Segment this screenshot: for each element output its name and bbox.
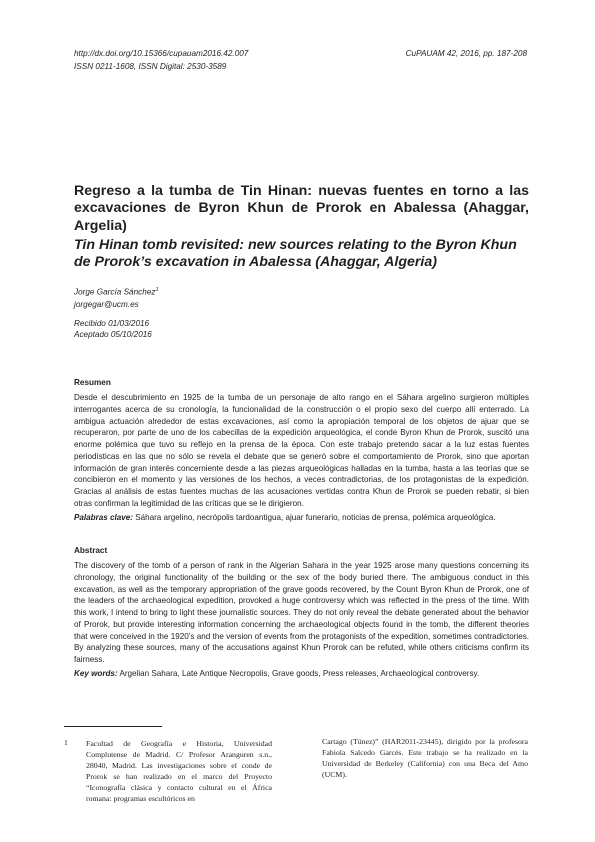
author-block xyxy=(74,284,159,311)
dates-block xyxy=(74,318,152,341)
abstract-text: The discovery of the tomb of a person of rank in the Algerian Sahara in the year 1925 arose many questions concerning its chronology, the original functionality of the building or the sex of the body buried there. The ambiguous conduct in this excavation, as well as the temporary appropriation of the grave goods recovered, by the Count Byron Khun de Prorok, one of the leaders of the archaeological expedition, provoked a huge controversy which was reflected in the press of the time. With this work, I intend to bring to light these journalistic sources. They do not only reveal the debate generated about the behavior of Prorok, but provide interesting information concerning the archaeological objects found in the tomb, the different theories that were conceived in the 1920’s and the version of events from the protagonists of the expedition, sometimes contradictories. By analyzing these sources, many of the accusations against Khun Prorok can be refuted, while others criticisms confirm its fairness. xyxy=(74,561,529,664)
palabras-clave-list: Sáhara argelino, necrópolis tardoantigua, ajuar funerario, noticias de prensa, polémica arqueológica. xyxy=(135,513,496,522)
footnote-number: 1 xyxy=(64,738,68,747)
resumen-text: Desde el descubrimiento en 1925 de la tumba de un personaje de alto rango en el Sáhara argelino surgieron múltiples interrogantes acerca de su cronología, la funcionalidad de la construcción o el propio sexo del cuerpo allí enterrado. La ambigua actuación alrededor de estas excavaciones, así como la apropiación temporal de los objetos de ajuar que se recuperaron, por parte de uno de los cabecillas de la expedición arqueológica, el conde Byron Khun de Prorok, suscitó una enorme polémica que tuvo su reflejo en la prensa de la época. Con este trabajo pretendo sacar a la luz estas fuentes periodísticas en las que no sólo se revela el debate que se generó sobre el comportamiento de Prorok, sino que aportan información de gran interés concerniente desde a las piezas arqueológicas halladas en la tumba, hasta a las teorías que se concibieron en el momento y las versiones de los hechos, a veces contradictorias, de los protagonistas de la expedición. Gracias al análisis de estas fuentes muchas de las acusaciones vertidas contra Khun de Prorok se pueden rebatir, si bien otras confirman la legitimidad de las críticas que se le dirigieron. xyxy=(74,393,529,508)
resumen-heading: Resumen xyxy=(74,378,111,387)
key-words xyxy=(74,668,529,680)
author-email[interactable]: jorgegar@ucm.es xyxy=(74,299,139,309)
footnote-text-left: Facultad de Geografía e Historia, Universidad Complutense de Madrid. C/ Profesor Aranguren s.n., 28040, Madrid. Las investigaciones sobre el conde de Prorok se han realizado en el marco del Proyecto “Iconografía clásica y contacto cultural en el África romana: programas escultóricos en xyxy=(86,739,272,804)
abstract-heading: Abstract xyxy=(74,546,108,555)
footnote-rule xyxy=(64,726,162,727)
palabras-clave xyxy=(74,512,529,524)
doi-link[interactable]: http://dx.doi.org/10.15366/cupauam2016.42.007 xyxy=(74,49,249,58)
accepted-date: Aceptado 05/10/2016 xyxy=(74,330,152,340)
title-english: Tin Hinan tomb revisited: new sources relating to the Byron Khun de Prorok’s excavation in Abalessa (Ahaggar, Algeria) xyxy=(74,237,517,271)
footnote-text-right: Cartago (Túnez)” (HAR2011-23445), dirigido por la profesora Fabiola Salcedo Garcés. Este trabajo se ha realizado en la Universidad de Berkeley (California) con una Beca del Amo (UCM). xyxy=(322,737,528,780)
author-name: Jorge García Sánchez xyxy=(74,287,156,297)
received-date: Recibido 01/03/2016 xyxy=(74,319,150,328)
key-words-label: Key words: xyxy=(74,669,118,678)
issn-line: ISSN 0211-1608, ISSN Digital: 2530-3589 xyxy=(74,62,227,71)
author-footnote-mark[interactable]: 1 xyxy=(155,287,159,293)
palabras-clave-label: Palabras clave: xyxy=(74,513,133,522)
author-name-line xyxy=(74,284,159,299)
journal-citation: CuPAUAM 42, 2016, pp. 187-208 xyxy=(405,49,527,58)
title-spanish: Regreso a la tumba de Tin Hinan: nuevas fuentes en torno a las excavaciones de Byron Khun de Prorok en Abalessa (Ahaggar, Argelia) xyxy=(74,183,529,234)
key-words-list: Argelian Sahara, Late Antique Necropolis, Grave goods, Press releases, Archaeological controversy. xyxy=(119,669,480,678)
